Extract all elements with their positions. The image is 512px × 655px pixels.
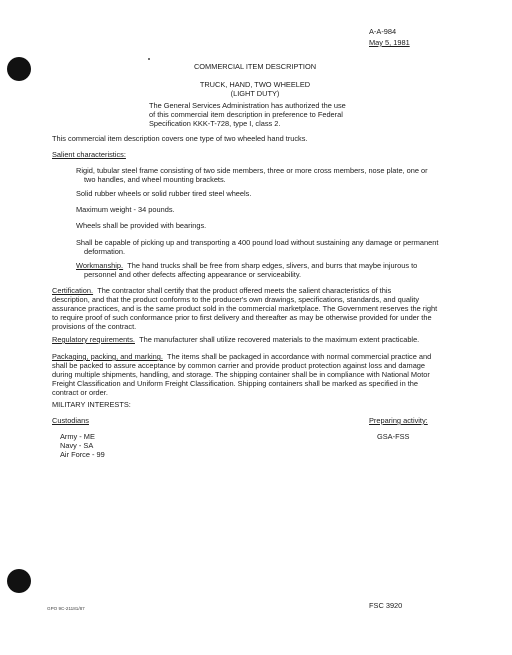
document-date: May 5, 1981 xyxy=(369,38,410,47)
authorization-line-3: Specification KKK-T-728, type I, class 2. xyxy=(149,119,281,128)
packaging-line-5: contract or order. xyxy=(52,388,108,397)
document-number: A-A-984 xyxy=(369,27,397,36)
binder-hole-top xyxy=(7,57,31,81)
packaging-text: The items shall be packaged in accordance with normal commercial practice and xyxy=(167,352,432,361)
certification-text: The contractor shall certify that the product offered meets the salient characteristics of this xyxy=(97,286,392,295)
workmanship-line-2: personnel and other defects affecting appearance or serviceability. xyxy=(84,270,302,279)
certification-line-3: assurance practices, and is the same product sold in the commercial marketplace. The Government reserves the right xyxy=(52,304,438,313)
custodian-navy: Navy - SA xyxy=(60,441,94,450)
salient-item-5-line-1: Shall be capable of picking up and transporting a 400 pound load without sustaining any damage or permanent xyxy=(76,238,439,247)
custodians-label: Custodians xyxy=(52,416,89,425)
workmanship-label: Workmanship. xyxy=(76,261,124,270)
salient-item-2: Solid rubber wheels or solid rubber tired steel wheels. xyxy=(76,189,252,198)
stray-mark xyxy=(148,58,150,60)
certification-line-2: description, and that the product conforms to the producer's own drawings, specifications, standards, and quality xyxy=(52,295,420,304)
packaging-line-3: during multiple shipments, handling, and storage. The shipping container shall be in compliance with National Motor xyxy=(52,370,430,379)
salient-item-3: Maximum weight - 34 pounds. xyxy=(76,205,175,214)
regulatory-text: The manufacturer shall utilize recovered materials to the maximum extent practicable. xyxy=(139,335,420,344)
regulatory-paragraph xyxy=(52,336,419,345)
custodian-air-force: Air Force - 99 xyxy=(60,450,105,459)
item-title: TRUCK, HAND, TWO WHEELED xyxy=(199,80,311,89)
salient-item-1-line-2: two handles, and wheel mounting brackets. xyxy=(84,175,226,184)
intro-paragraph: This commercial item description covers one type of two wheeled hand trucks. xyxy=(52,134,308,143)
certification-label: Certification. xyxy=(52,286,94,295)
item-subtitle: (LIGHT DUTY) xyxy=(230,89,280,98)
custodian-army: Army - ME xyxy=(60,432,95,441)
binder-hole-bottom xyxy=(7,569,31,593)
packaging-label: Packaging, packing, and marking. xyxy=(52,352,163,361)
military-heading: MILITARY INTERESTS: xyxy=(52,400,131,409)
regulatory-label: Regulatory requirements. xyxy=(52,335,135,344)
authorization-line-1: The General Services Administration has authorized the use xyxy=(149,101,346,110)
salient-item-4: Wheels shall be provided with bearings. xyxy=(76,221,207,230)
certification-line-4: to require proof of such conformance prior to first delivery and thereafter as may be otherwise provided for under the xyxy=(52,313,432,322)
salient-item-1-line-1: Rigid, tubular steel frame consisting of two side members, three or more cross members, nose plate, one or xyxy=(76,166,428,175)
salient-heading: Salient characteristics: xyxy=(52,150,126,159)
certification-line-5: provisions of the contract. xyxy=(52,322,137,331)
workmanship-text: The hand trucks shall be free from sharp edges, slivers, and burrs that maybe injurous to xyxy=(127,261,418,270)
document-heading: COMMERCIAL ITEM DESCRIPTION xyxy=(193,62,317,71)
print-code: GPO 9C-21181/87 xyxy=(47,606,85,611)
fsc-code: FSC 3920 xyxy=(369,601,403,610)
packaging-line-2: shall be packed to assure acceptance by common carrier and provide product protection against loss and damage xyxy=(52,361,426,370)
preparing-activity-label: Preparing activity: xyxy=(369,416,428,425)
packaging-line-4: Freight Classification and Uniform Freight Classification. Shipping containers shall be marked as specified in the xyxy=(52,379,419,388)
preparing-activity-value: GSA-FSS xyxy=(377,432,410,441)
authorization-line-2: of this commercial item description in preference to Federal xyxy=(149,110,343,119)
salient-item-5-line-2: deformation. xyxy=(84,247,126,256)
